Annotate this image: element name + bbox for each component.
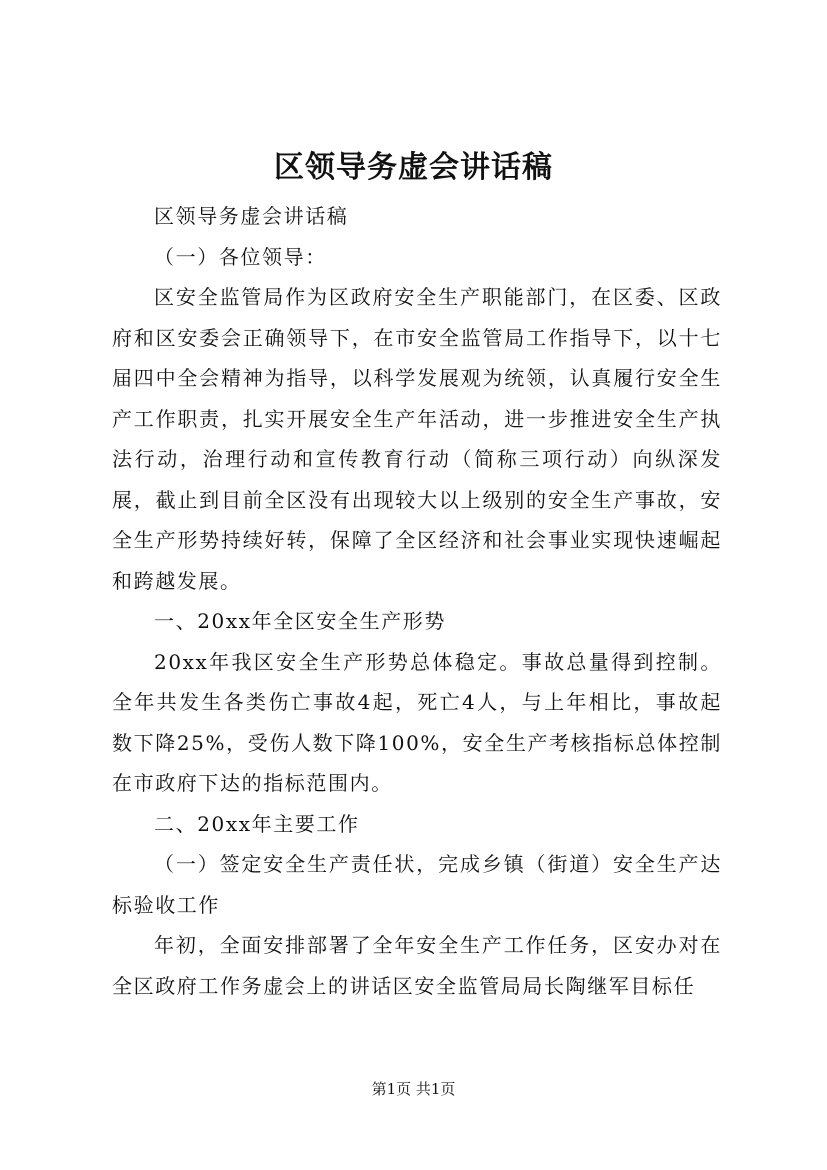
subsection-heading-1: （一）签定安全生产责任状，完成乡镇（街道）安全生产达标验收工作 xyxy=(112,852,722,917)
document-body xyxy=(112,196,722,1006)
paragraph-intro: 区安全监管局作为区政府安全生产职能部门，在区委、区政府和区安委会正确领导下，在市安全监管局工作指导下，以十七届四中全会精神为指导，以科学发展观为统领，认真履行安全生产工作职责，扎实开展安全生产年活动，进一步推进安全生产执法行动，治理行动和宣传教育行动（简称三项行动）向纵深发展，截止到目前全区没有出现较大以上级别的安全生产事故，安全生产形势持续好转，保障了全区经济和社会事业实现快速崛起和跨越发展。 xyxy=(112,285,722,593)
page-footer: 第1页 共1页 xyxy=(371,1080,456,1098)
paragraph-situation: 20xx年我区安全生产形势总体稳定。事故总量得到控制。全年共发生各类伤亡事故4起，死亡4人，与上年相比，事故起数下降25%，受伤人数下降100%，安全生产考核指标总体控制在市政府下达的指标范围内。 xyxy=(112,649,722,795)
section-heading-1: 一、20xx年全区安全生产形势 xyxy=(154,609,447,633)
section-heading-2: 二、20xx年主要工作 xyxy=(154,811,360,836)
paragraph-salutation: （一）各位领导： xyxy=(154,244,327,269)
paragraph-heading-repeat: 区领导务虚会讲话稿 xyxy=(154,204,349,228)
document-title: 区领导务虚会讲话稿 xyxy=(274,150,553,185)
paragraph-work: 年初，全面安排部署了全年安全生产工作任务，区安办对在全区政府工作务虚会上的讲话区安全监管局局长陶继军目标任 xyxy=(112,933,722,998)
